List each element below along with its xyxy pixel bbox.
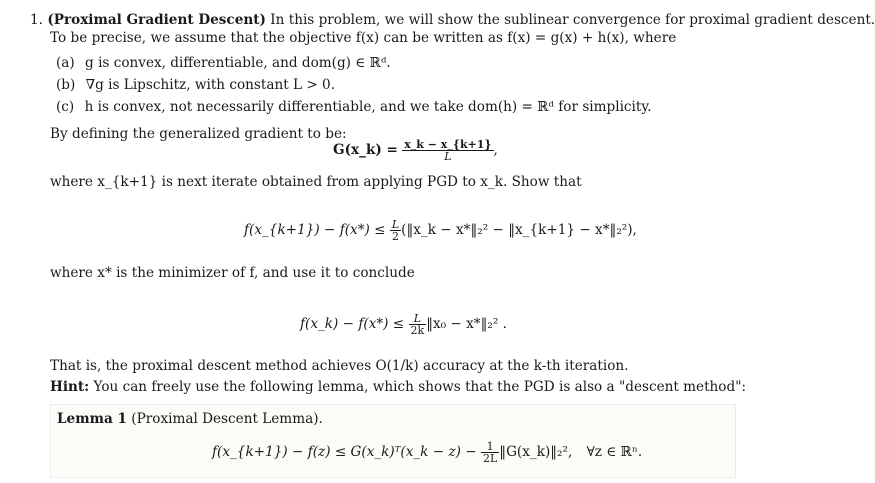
lemma-label: Lemma 1 — [57, 411, 127, 427]
eq2-frac-den: 2k — [410, 324, 425, 337]
eq1-lhs: f(x_{k+1}) − f(x*) ≤ — [244, 222, 386, 238]
gen-grad-lhs: G(x_k) = — [333, 142, 398, 158]
assumption-item-c — [56, 99, 652, 115]
eq1-fraction — [390, 219, 401, 242]
eq1-frac-num: L — [391, 218, 400, 231]
gen-grad-denominator: L — [402, 150, 493, 162]
assumption-text: g is convex, differentiable, and dom(g) ∈ ℝᵈ. — [85, 55, 391, 71]
lemma-quantifier: ∀z ∈ ℝⁿ. — [586, 444, 643, 460]
eq2-rhs: ‖x₀ − x*‖₂² . — [426, 316, 507, 332]
eq2-fraction — [409, 313, 427, 336]
assumption-label: (a) — [56, 55, 75, 71]
gen-grad-lead: By defining the generalized gradient to be: — [50, 126, 347, 142]
lemma-heading — [57, 411, 323, 427]
assumption-text: h is convex, not necessarily differentiable, and we take dom(h) = ℝᵈ for simplicity. — [84, 99, 652, 115]
inequality-two — [300, 313, 507, 336]
lemma-frac-num: 1 — [486, 440, 494, 453]
assumption-item-a — [56, 55, 391, 71]
lemma-eq-lhs: f(x_{k+1}) − f(z) ≤ G(x_k)ᵀ(x_k − z) − — [212, 444, 477, 460]
assumption-item-b — [56, 77, 335, 93]
conclusion-text: That is, the proximal descent method achieves O(1/k) accuracy at the k-th iteration. — [50, 358, 629, 374]
eq1-rhs: (‖x_k − x*‖₂² − ‖x_{k+1} − x*‖₂²), — [401, 222, 637, 238]
assumption-text: ∇g is Lipschitz, with constant L > 0. — [85, 77, 336, 93]
hint-text: You can freely use the following lemma, which shows that the PGD is also a "descent method": — [89, 379, 747, 395]
problem-header — [30, 12, 875, 28]
lemma-eq-rhs: ‖G(x_k)‖₂², — [499, 444, 573, 460]
hint-line — [50, 379, 746, 395]
gen-grad-equation — [333, 139, 498, 162]
problem-intro: In this problem, we will show the sublinear convergence for proximal gradient descent. — [265, 12, 875, 28]
gen-grad-trail: , — [493, 142, 498, 158]
hint-label: Hint: — [50, 379, 90, 395]
lemma-equation — [212, 441, 642, 464]
problem-number: 1. — [30, 12, 43, 28]
eq1-frac-den: 2 — [390, 230, 401, 242]
lemma-name: (Proximal Descent Lemma). — [126, 411, 323, 427]
where-iterate-text: where x_{k+1} is next iterate obtained from applying PGD to x_k. Show that — [50, 174, 582, 190]
inequality-one — [244, 219, 637, 242]
problem-title: (Proximal Gradient Descent) — [47, 12, 266, 28]
eq2-lhs: f(x_k) − f(x*) ≤ — [300, 316, 405, 332]
eq2-frac-num: L — [413, 312, 421, 325]
problem-setup-line: To be precise, we assume that the objective f(x) can be written as f(x) = g(x) + h(x), where — [50, 30, 677, 46]
gen-grad-numerator: x_k − x_{k+1} — [404, 138, 492, 151]
assumption-label: (c) — [56, 99, 75, 115]
lemma-frac-den: 2L — [482, 452, 498, 465]
gen-grad-fraction — [402, 139, 493, 162]
lemma-fraction — [481, 441, 499, 464]
assumption-label: (b) — [56, 77, 76, 93]
where-minimizer-text: where x* is the minimizer of f, and use it to conclude — [50, 265, 415, 281]
